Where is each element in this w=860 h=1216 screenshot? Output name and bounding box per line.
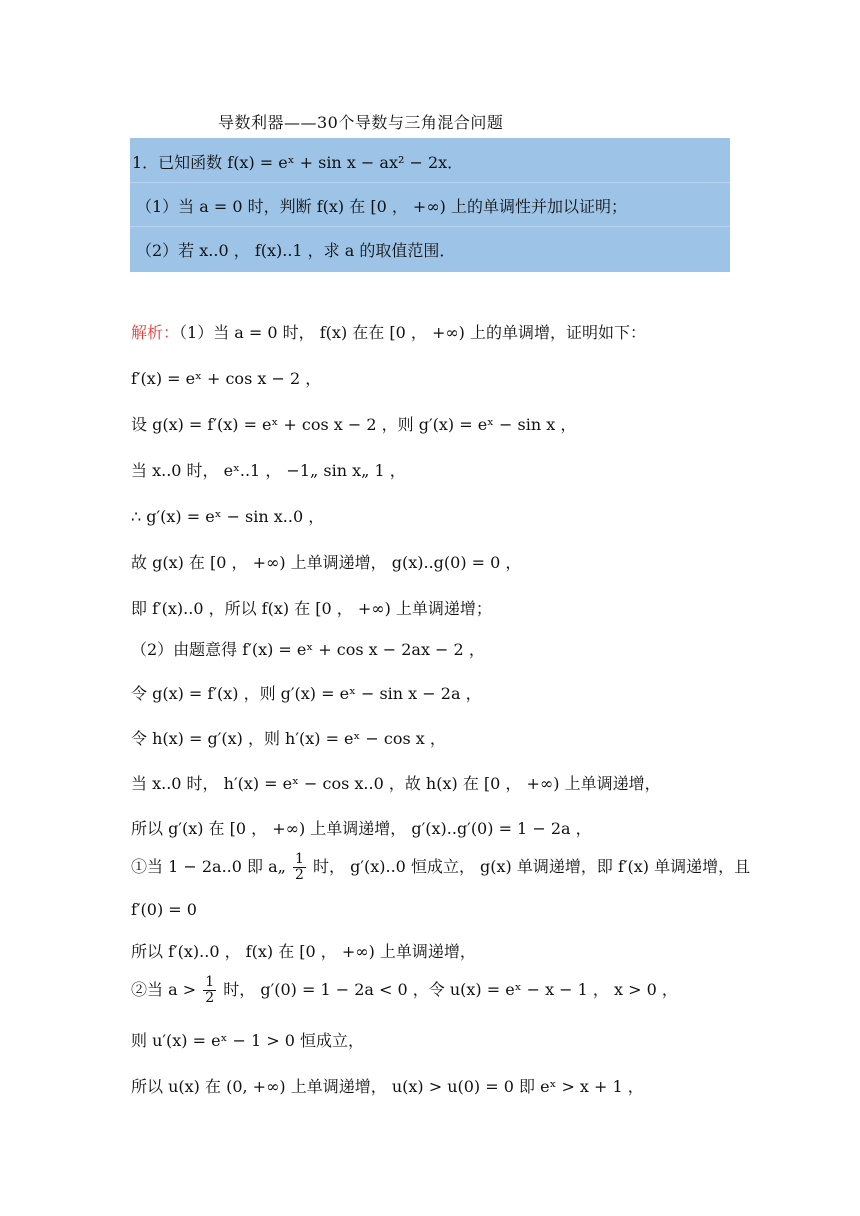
fraction xyxy=(203,975,216,1006)
fraction-numerator: 1 xyxy=(205,974,215,990)
solution-line: 当 x..0 时， h′(x) = eˣ − cos x..0 ，故 h(x) 在 [0 ， +∞) 上单调递增， xyxy=(131,774,661,793)
solution-line: 故 g(x) 在 [0 ， +∞) 上单调递增， g(x)..g(0) = 0 ， xyxy=(131,553,522,572)
case-1-text: 时， g′(x)..0 恒成立， g(x) 单调递增，即 f′(x) 单调递增，且 xyxy=(313,857,751,876)
solution-line: f′(x) = eˣ + cos x − 2 ， xyxy=(131,369,322,388)
solution-line xyxy=(131,320,646,343)
case-2-text: ②当 a > xyxy=(131,980,197,999)
solution-line: 当 x..0 时， eˣ..1 ， −1„ sin x„ 1 ， xyxy=(131,461,406,480)
solution-line: f′(0) = 0 xyxy=(131,900,197,919)
fraction-denominator: 2 xyxy=(205,990,215,1006)
solution-line: 令 g(x) = f′(x) ，则 g′(x) = eˣ − sin x − 2a ， xyxy=(131,684,482,703)
fraction-denominator: 2 xyxy=(295,867,304,883)
case-1-line xyxy=(131,852,750,883)
solution-label: 解析： xyxy=(131,323,180,342)
problem-part-2: （2）若 x..0 ， f(x)..1 ，求 a 的取值范围． xyxy=(136,241,456,260)
problem-divider xyxy=(130,226,730,227)
problem-divider xyxy=(130,182,730,183)
case-1-text: ①当 1 − 2a..0 即 a„ xyxy=(131,857,286,876)
problem-statement: 1．已知函数 f(x) = eˣ + sin x − ax² − 2x． xyxy=(132,153,464,172)
solution-line: 所以 g′(x) 在 [0 ， +∞) 上单调递增， g′(x)..g′(0) = 1 − 2a ， xyxy=(131,819,592,838)
case-2-text: 时， g′(0) = 1 − 2a < 0 ，令 u(x) = eˣ − x − 1 ， x > 0 ， xyxy=(223,980,678,999)
solution-text: （1）当 a = 0 时， f(x) 在在 [0 ， +∞) 上的单调增，证明如下： xyxy=(179,323,647,342)
solution-line: 设 g(x) = f′(x) = eˣ + cos x − 2 ，则 g′(x) = eˣ − sin x ， xyxy=(131,415,577,434)
solution-line: ∴ g′(x) = eˣ − sin x..0 ， xyxy=(131,507,325,526)
solution-line: 所以 f′(x)..0 ， f(x) 在 [0 ， +∞) 上单调递增， xyxy=(131,942,476,961)
case-2-line xyxy=(131,975,678,1006)
problem-box xyxy=(130,138,730,272)
fraction xyxy=(293,852,306,883)
solution-line: 所以 u(x) 在 (0, +∞) 上单调递增， u(x) > u(0) = 0 即 eˣ > x + 1 ， xyxy=(131,1077,644,1096)
document-title: 导数利器——30个导数与三角混合问题 xyxy=(218,113,504,132)
solution-line: 则 u′(x) = eˣ − 1 > 0 恒成立， xyxy=(131,1031,364,1050)
problem-part-1: （1）当 a = 0 时，判断 f(x) 在 [0 ， +∞) 上的单调性并加以证明； xyxy=(136,197,627,216)
fraction-numerator: 1 xyxy=(295,851,304,867)
solution-line: （2）由题意得 f′(x) = eˣ + cos x − 2ax − 2 ， xyxy=(131,640,485,659)
solution-line: 即 f′(x)..0 ，所以 f(x) 在 [0 ， +∞) 上单调递增； xyxy=(131,599,492,618)
solution-line: 令 h(x) = g′(x) ，则 h′(x) = eˣ − cos x ， xyxy=(131,729,446,748)
